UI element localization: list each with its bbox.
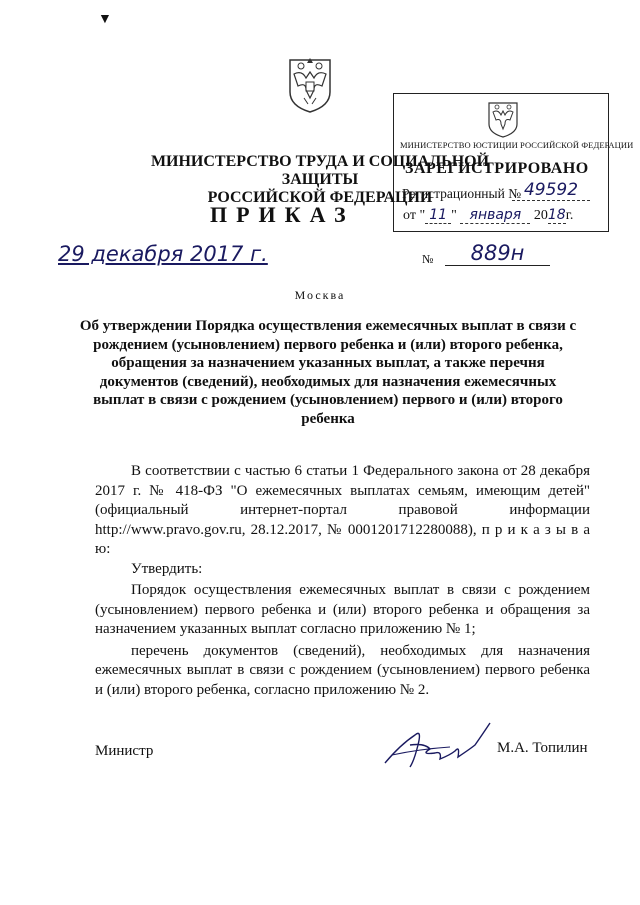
document-title: Об утверждении Порядка осуществления ежемесячных выплат в связи с рождением (усыновлением) первого ребенка и (или) второго ребенка, обращения за назначением указанных выплат, а также перечня документов (сведений), необходимых для назначения ежемесячных выплат в связи с рождением (усыновлением) первого и (или) второго ребенка [79,318,577,427]
registration-ministry: МИНИСТЕРСТВО ЮСТИЦИИ РОССИЙСКОЙ ФЕДЕРАЦИИ [400,140,634,150]
order-number: 889н [445,241,550,266]
registration-date: от " 11 " января 2018г. [403,207,574,223]
document-type: ПРИКАЗ [210,202,355,227]
registration-number: 49592 [512,180,590,201]
body-paragraph-3: Порядок осуществления ежемесячных выплат в связи с рождением (усыновлением) первого ребенка и (или) второго ребенка и обращения за назначением указанных выплат согласно приложению № 1; [95,582,590,637]
registration-date-year-prefix: 20 [533,208,548,223]
coat-of-arms-icon [284,52,336,114]
registration-date-prefix: от [403,208,416,223]
stamp-coat-of-arms-icon [484,98,522,138]
registration-date-year: 18 [547,207,566,223]
ministry-line-1: МИНИСТЕРСТВО ТРУДА И СОЦИАЛЬНОЙ ЗАЩИТЫ [150,153,490,188]
registration-date-suffix: г. [565,208,574,223]
document-body [95,462,590,700]
signatory-title: Министр [95,743,154,759]
signature-icon [380,715,495,775]
margin-mark: ▼ [98,12,112,27]
body-paragraph-4: перечень документов (сведений), необходимых для назначения ежемесячных выплат в связи с рождением (усыновлением) первого ребенка и (или) второго ребенка, согласно приложению № 2. [95,642,590,698]
registration-date-month: января [460,207,530,224]
signatory-name: М.А. Топилин [497,740,588,756]
registration-date-day: 11 [425,207,451,224]
city: Москва [294,288,346,302]
order-number-label: № [422,252,434,266]
body-paragraph-1: В соответствии с частью 6 статьи 1 Федерального закона от 28 декабря 2017 г. № 418-ФЗ "О ежемесячных выплатах семьям, имеющим детей" (официальный интернет-портал правовой информации http://www.pravo.gov.ru, 28.12.2017, № 0001201712280088), п р и к а з ы в а ю: [95,463,590,557]
body-paragraph-2: Утвердить: [131,560,203,577]
ministry-line-2: РОССИЙСКОЙ ФЕДЕРАЦИИ [207,189,433,206]
ministry-name [150,153,490,207]
registration-number-label: Регистрационный № [402,186,522,201]
order-date: 29 декабря 2017 г. [58,242,268,266]
registration-status: ЗАРЕГИСТРИРОВАНО [405,160,589,177]
